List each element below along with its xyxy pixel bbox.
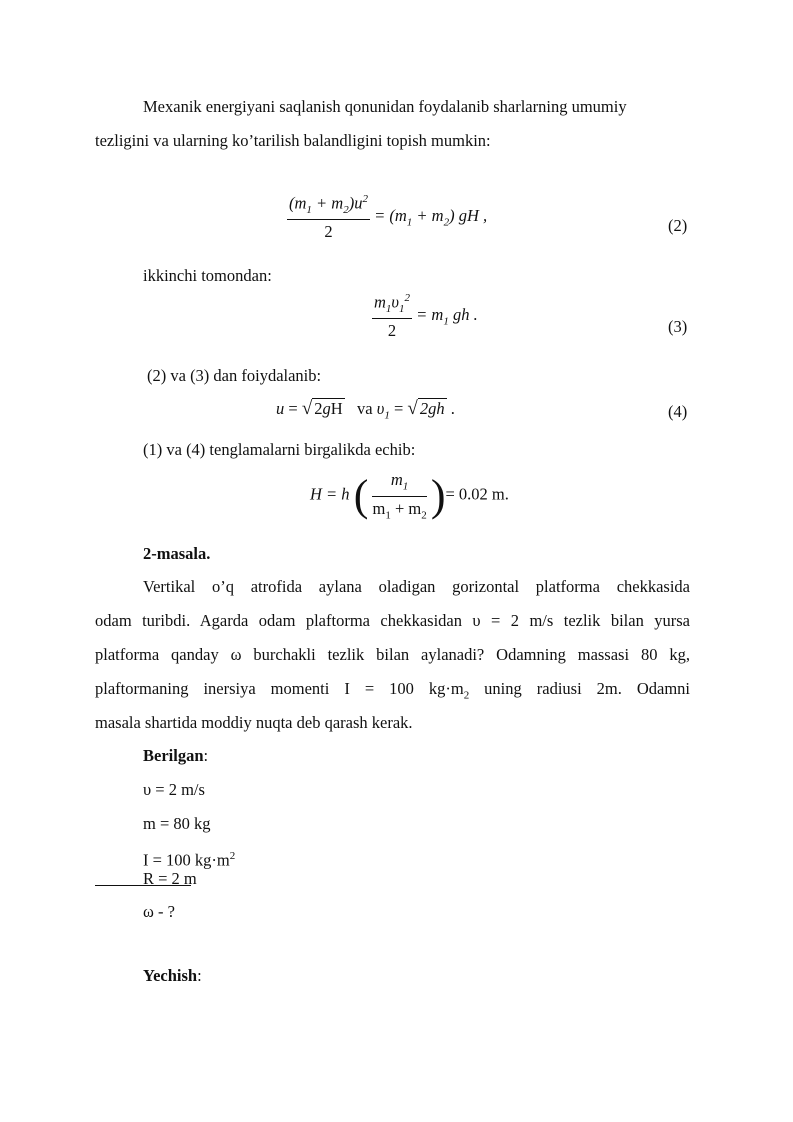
problem-line-4-sub: 2 [463,689,470,702]
intro-line-1: Mexanik energiyani saqlanish qonunidan foydalanib sharlarning umumiy [143,97,627,116]
ikkinchi-text: ikkinchi tomondan: [143,266,272,285]
equation-5-fraction: $\frac{m_1}{m_1 + m_2}$ [372,470,427,521]
from-1-4-text: (1) va (4) tenglamalarni birgalikda echib: [143,440,416,459]
equation-5: H = h ( $\frac{m_1}{m_1 + m_2}$ )= 0.02 m. [310,470,509,521]
given-velocity: υ = 2 m/s [143,780,205,799]
unknown-omega: ω - ? [143,902,175,921]
given-heading: Berilgan: [143,746,209,765]
problem-line-2: odam turibdi. Agarda odam plaftorma chekkasidan υ = 2 m/s tezlik bilan yursa [95,611,690,630]
given-divider [95,885,191,886]
equation-3-number: (3) [668,317,688,336]
given-inertia: I = 100 $kg\cdot m^2$ [143,850,236,870]
equation-4: u = √ 2gH va $\upsilon_1$ = √ 2gh . [276,398,455,422]
problem-title: 2-masala. [143,544,211,563]
intro-line-2: tezligini va ularning ko’tarilish balandligini topish mumkin: [95,131,491,150]
from-2-3-text: (2) va (3) dan foiydalanib: [147,366,322,385]
problem-line-4 [95,679,690,705]
given-mass: m = 80 kg [143,814,211,833]
problem-line-4-head: plaftormaning inersiya momenti I = 100 kg·m [95,679,464,698]
solution-heading: Yechish: [143,966,202,985]
problem-line-3: platforma qanday ω burchakli tezlik bilan aylanadi? Odamning massasi 80 kg, [95,645,690,664]
equation-2-fraction: $\frac{(m_1 + m_2)u^2}{2}$ [289,193,368,241]
equation-2: $\frac{(m_1 + m_2)u^2}{2}$ = $(m_1 + m_2)$ gH , [289,193,488,241]
given-radius: R = 2 m [143,869,197,888]
problem-line-5: masala shartida moddiy nuqta deb qarash kerak. [95,713,413,732]
equation-3-fraction: $\frac{m_1\upsilon_1^2}{2}$ [374,292,410,340]
equation-4-number: (4) [668,402,688,421]
equation-5-result: = 0.02 m. [445,484,509,504]
equation-4-va: va [357,399,373,418]
problem-line-1: Vertikal o’q atrofida aylana oladigan gorizontal platforma chekkasida [143,577,690,596]
problem-line-4-tail: uning radiusi 2m. Odamni [469,679,691,698]
equation-2-number: (2) [668,216,688,235]
equation-3: $\frac{m_1\upsilon_1^2}{2}$ = $m_1$ gh . [374,292,478,340]
